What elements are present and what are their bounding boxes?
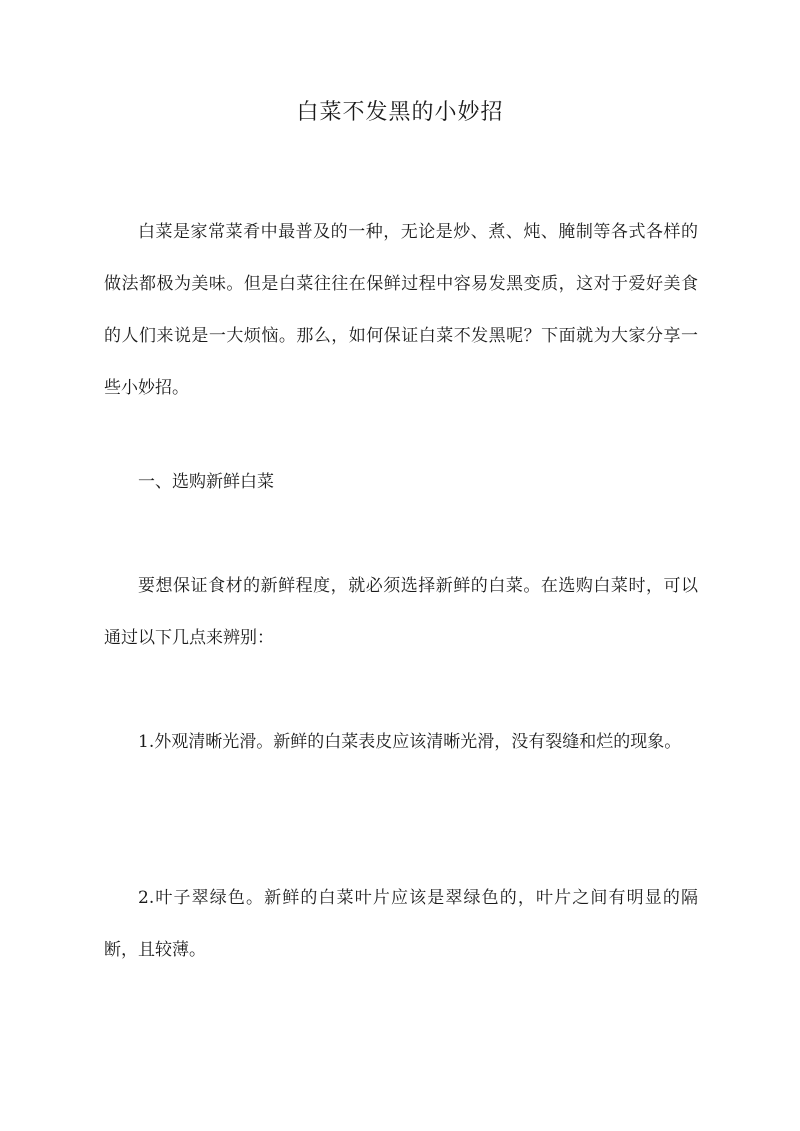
- section-heading-1: 一、选购新鲜白菜: [138, 472, 274, 492]
- intro-paragraph: 白菜是家常菜肴中最普及的一种，无论是炒、煮、炖、腌制等各式各样的做法都极为美味。但是白菜往往在保鲜过程中容易发黑变质，这对于爱好美食的人们来说是一大烦恼。那么，如何保证白菜不发黑呢？下面就为大家分享一些小妙招。: [104, 222, 698, 398]
- list-item-2: 2.叶子翠绿色。新鲜的白菜叶片应该是翠绿色的，叶片之间有明显的隔断，且较薄。: [104, 888, 698, 960]
- document-title: 白菜不发黑的小妙招: [296, 100, 504, 125]
- section-paragraph-1: 要想保证食材的新鲜程度，就必须选择新鲜的白菜。在选购白菜时，可以通过以下几点来辨别：: [104, 576, 698, 648]
- list-item-1: 1.外观清晰光滑。新鲜的白菜表皮应该清晰光滑，没有裂缝和烂的现象。: [138, 732, 682, 752]
